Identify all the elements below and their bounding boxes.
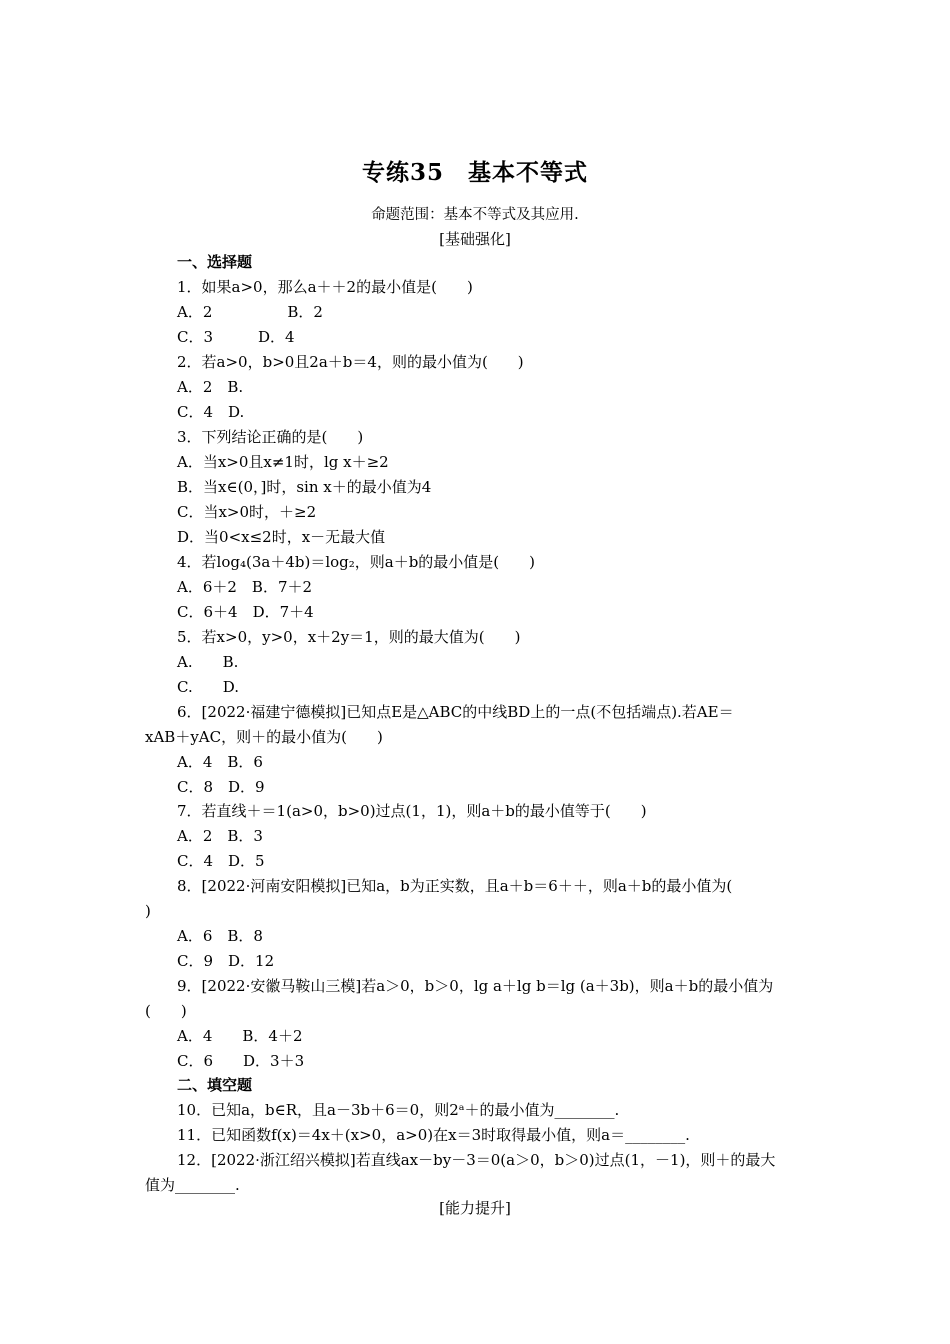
question-line: C．6＋4 D．7＋4 [177, 603, 314, 621]
question-line: ( ) [145, 1002, 187, 1020]
question-line: A．2 B. [177, 378, 244, 396]
question-line: 8．[2022·河南安阳模拟]已知a，b为正实数，且a＋b＝6＋＋，则a＋b的最小值为( [177, 877, 733, 895]
question-line: 7．若直线＋＝1(a>0，b>0)过点(1，1)，则a＋b的最小值等于( ) [177, 802, 647, 820]
question-line: 3．下列结论正确的是( ) [177, 428, 364, 446]
question-line: 值为________. [145, 1176, 240, 1194]
section-tag-advanced: [能力提升] [439, 1199, 511, 1217]
question-line: 6．[2022·福建宁德模拟]已知点E是△ABC的中线BD上的一点(不包括端点).若AE＝ [177, 703, 734, 721]
question-line: A．2 B．3 [177, 827, 263, 845]
question-line: A. B. [177, 653, 239, 671]
question-line: C. D. [177, 678, 239, 696]
question-line: 5．若x>0，y>0，x＋2y＝1，则的最大值为( ) [177, 628, 521, 646]
question-line: 11．已知函数f(x)＝4x＋(x>0，a>0)在x＝3时取得最小值，则a＝________. [177, 1126, 690, 1144]
question-line: A．6＋2 B．7＋2 [177, 578, 313, 596]
question-line: 2．若a>0，b>0且2a＋b＝4，则的最小值为( ) [177, 353, 524, 371]
page-subtitle: 命题范围：基本不等式及其应用. [371, 207, 579, 223]
question-line: D．当0<x≤2时，x－无最大值 [177, 528, 386, 546]
question-line: 4．若log₄(3a＋4b)＝log₂，则a＋b的最小值是( ) [177, 553, 536, 571]
question-line: xAB＋yAC，则＋的最小值为( ) [145, 728, 383, 746]
question-line: C．9 D．12 [177, 952, 275, 970]
question-line: B．当x∈(0，]时，sin x＋的最小值为4 [177, 478, 432, 496]
question-line: A．6 B．8 [177, 927, 263, 945]
question-line: C．当x>0时，＋≥2 [177, 503, 317, 521]
question-line: C．4 D．5 [177, 852, 265, 870]
question-line: 1．如果a>0，那么a＋＋2的最小值是( ) [177, 278, 473, 296]
question-line: 12．[2022·浙江绍兴模拟]若直线ax－by－3＝0(a＞0，b＞0)过点(1，－1)，则＋的最大 [177, 1151, 776, 1169]
question-line: C．4 D. [177, 403, 245, 421]
question-line: C．6 D．3＋3 [177, 1052, 305, 1070]
question-line: C．3 D．4 [177, 328, 295, 346]
question-line: C．8 D．9 [177, 778, 265, 796]
question-line: A．4 B．6 [177, 753, 263, 771]
question-line: 10．已知a，b∈R，且a－3b＋6＝0，则2ᵃ＋的最小值为________. [177, 1101, 620, 1119]
question-line: 9．[2022·安徽马鞍山三模]若a＞0，b＞0，lg a＋lg b＝lg (a＋3b)，则a＋b的最小值为 [177, 977, 774, 995]
question-line: ) [145, 902, 151, 920]
page-title: 专练35 基本不等式 [361, 159, 588, 186]
section-tag-basic: [基础强化] [439, 230, 511, 248]
question-line: A．4 B．4＋2 [177, 1027, 303, 1045]
question-line: A．2 B．2 [177, 303, 323, 321]
section-heading: 二、填空题 [177, 1076, 253, 1094]
question-line: A．当x>0且x≠1时，lg x＋≥2 [177, 453, 389, 471]
section-heading: 一、选择题 [177, 253, 253, 271]
